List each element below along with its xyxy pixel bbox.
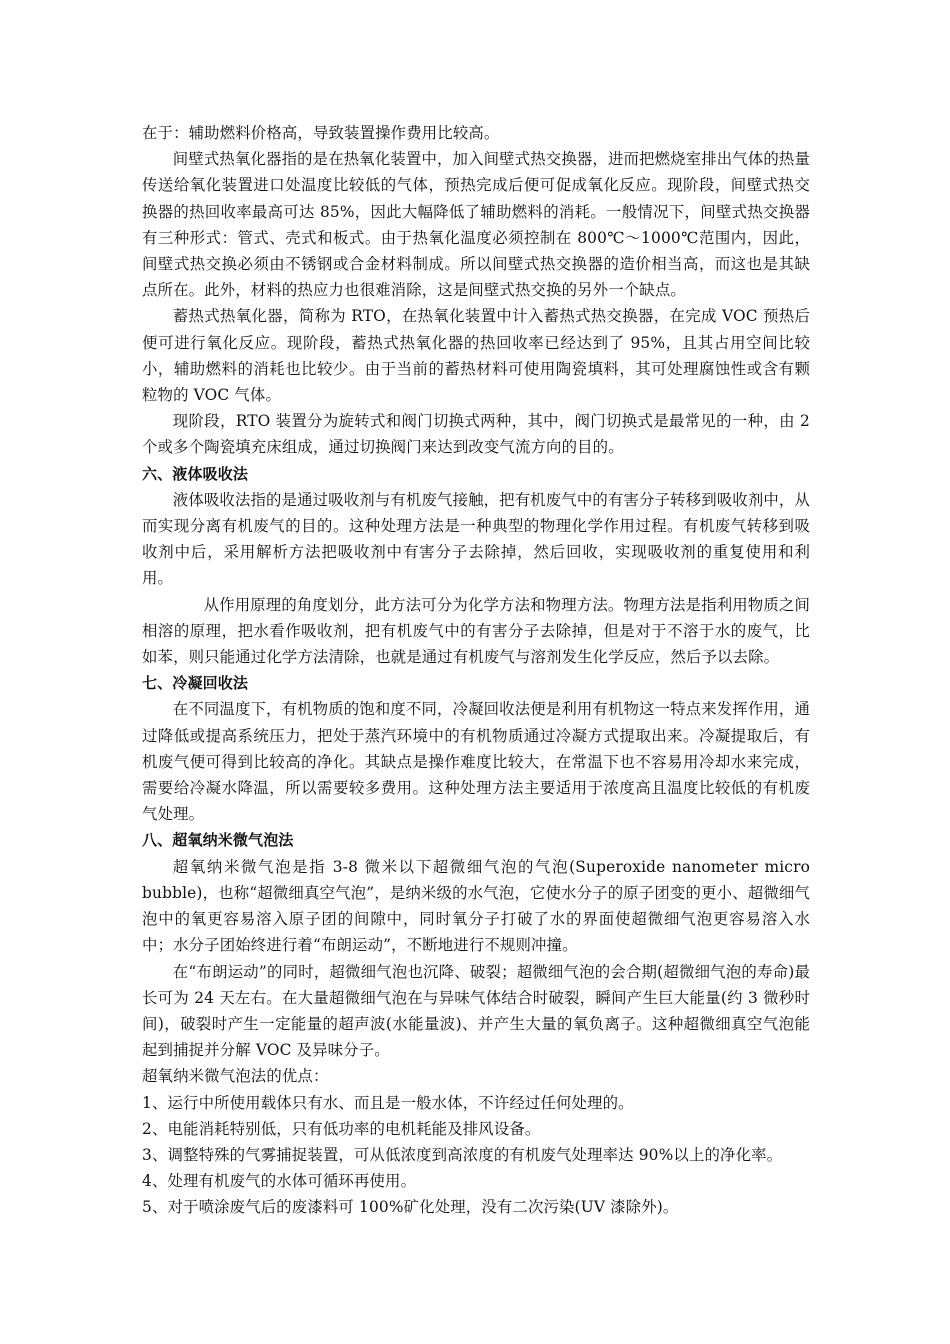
section-heading: 七、冷凝回收法 <box>142 674 249 693</box>
document-body <box>142 120 810 1221</box>
list-item: 5、对于喷涂废气后的废漆料可 100%矿化处理，没有二次污染(UV 漆除外)。 <box>142 1198 679 1217</box>
paragraph: 超氧纳米微气泡法的优点： <box>142 1067 329 1086</box>
list-item: 3、调整特殊的气雾捕捉装置，可从低浓度到高浓度的有机废气处理率达 90%以上的净化率。 <box>142 1145 783 1164</box>
section-heading: 六、液体吸收法 <box>142 464 249 483</box>
paragraph: 在不同温度下，有机物质的饱和度不同，冷凝回收法便是利用有机物这一特点来发挥作用，通过降低或提高系统压力，把处于蒸汽环境中的有机物质通过冷凝方式提取出来。冷凝提取后，有机废气便可得到比较高的净化。其缺点是操作难度比较大，在常温下也不容易用冷却水来完成，需要给冷凝水降温，所以需要较多费用。这种处理方法主要适用于浓度高且温度比较低的有机废气处理。 <box>142 700 810 824</box>
paragraph: 超氧纳米微气泡是指 3-8 微米以下超微细气泡的气泡(Superoxide nanometer micro bubble)，也称“超微细真空气泡”，是纳米级的水气泡，它使水分子的原子团变的更小、超微细气泡中的氧更容易溶入原子团的间隙中，同时氧分子打破了水的界面使超微细气泡更容易溶入水中；水分子团始终进行着“布朗运动”，不断地进行不规则冲撞。 <box>142 857 810 955</box>
paragraph: 在“布朗运动”的同时，超微细气泡也沉降、破裂；超微细气泡的会合期(超微细气泡的寿命)最长可为 24 天左右。在大量超微细气泡在与异味气体结合时破裂，瞬间产生巨大能量(约 3 微秒时间)，破裂时产生一定能量的超声波(水能量波)、并产生大量的氧负离子。这种超微细真空气泡能起到捕捉并分解 VOC 及异味分子。 <box>142 962 810 1060</box>
paragraph: 蓄热式热氧化器，简称为 RTO，在热氧化装置中计入蓄热式热交换器，在完成 VOC 预热后便可进行氧化反应。现阶段，蓄热式热氧化器的热回收率已经达到了 95%，且其占用空间比较小，辅助燃料的消耗也比较少。由于当前的蓄热材料可使用陶瓷填料，其可处理腐蚀性或含有颗粒物的 VOC 气体。 <box>142 307 810 405</box>
paragraph: 液体吸收法指的是通过吸收剂与有机废气接触，把有机废气中的有害分子转移到吸收剂中，从而实现分离有机废气的目的。这种处理方法是一种典型的物理化学作用过程。有机废气转移到吸收剂中后，采用解析方法把吸收剂中有害分子去除掉，然后回收，实现吸收剂的重复使用和利用。 <box>142 490 810 588</box>
paragraph: 现阶段，RTO 装置分为旋转式和阀门切换式两种，其中，阀门切换式是最常见的一种，由 2 个或多个陶瓷填充床组成，通过切换阀门来达到改变气流方向的目的。 <box>142 412 810 457</box>
paragraph: 在于：辅助燃料价格高，导致装置操作费用比较高。 <box>142 124 500 142</box>
list-item: 4、处理有机废气的水体可循环再使用。 <box>142 1172 417 1191</box>
paragraph: 从作用原理的角度划分，此方法可分为化学方法和物理方法。物理方法是指利用物质之间相溶的原理，把水看作吸收剂，把有机废气中的有害分子去除掉，但是对于不溶于水的废气，比如苯，则只能通过化学方法清除，也就是通过有机废气与溶剂发生化学反应，然后予以去除。 <box>142 595 810 667</box>
list-item: 1、运行中所使用载体只有水、而且是一般水体，不许经过任何处理的。 <box>142 1093 634 1112</box>
paragraph: 间壁式热氧化器指的是在热氧化装置中，加入间壁式热交换器，进而把燃烧室排出气体的热量传送给氧化装置进口处温度比较低的气体，预热完成后便可促成氧化反应。现阶段，间壁式热交换器的热回收率最高可达 85%，因此大幅降低了辅助燃料的消耗。一般情况下，间壁式热交换器有三种形式：管式、壳式和板式。由于热氧化温度必须控制在 800℃～1000℃范围内，因此，间壁式热交换必须由不锈钢或合金材料制成。所以间壁式热交换器的造价相当高，而这也是其缺点所在。此外，材料的热应力也很难消除，这是间壁式热交换的另外一个缺点。 <box>142 150 810 300</box>
section-heading: 八、超氧纳米微气泡法 <box>142 831 294 850</box>
list-item: 2、电能消耗特别低，只有低功率的电机耗能及排风设备。 <box>142 1119 541 1138</box>
